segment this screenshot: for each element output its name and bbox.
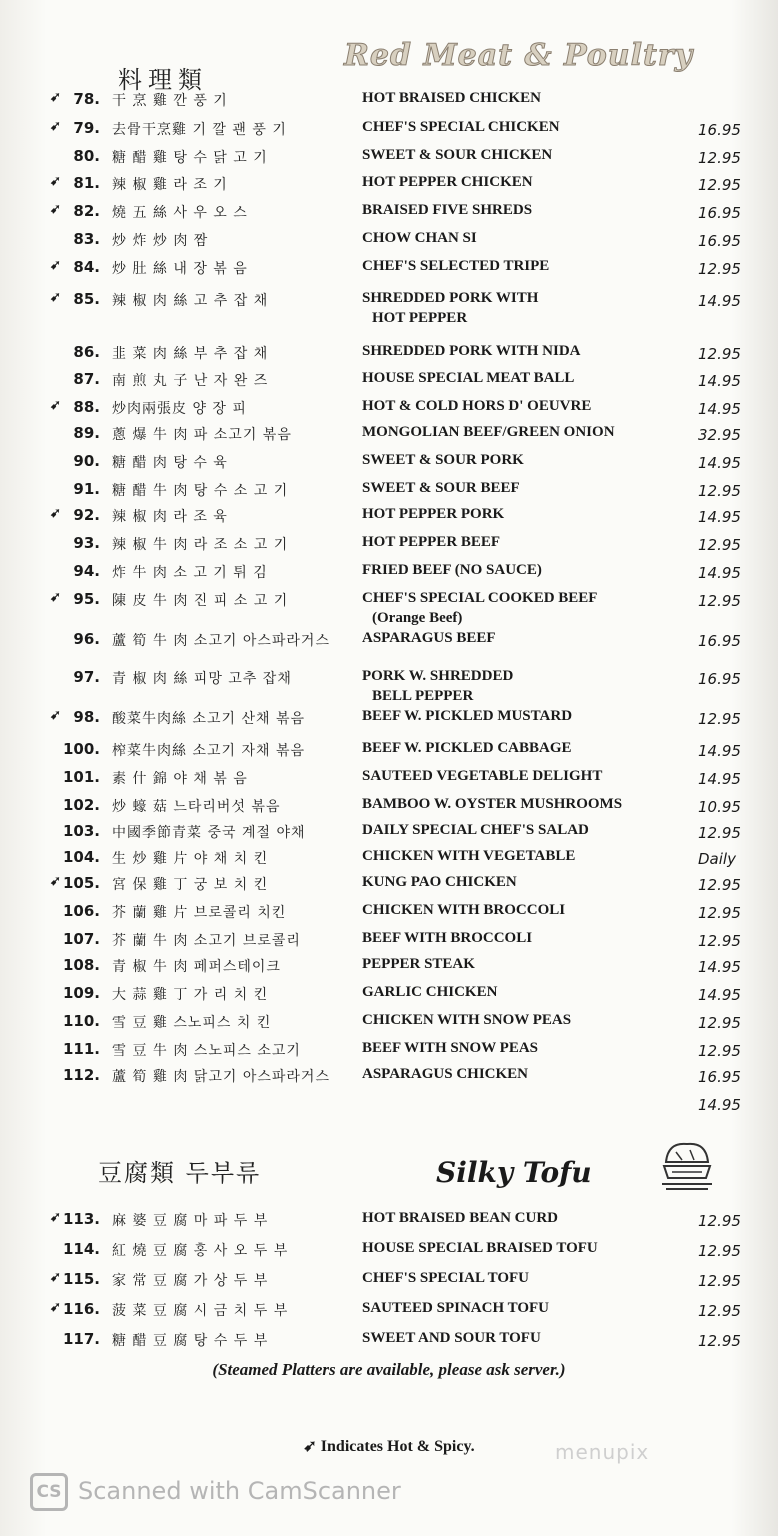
menu-item-row — [0, 172, 778, 198]
item-name-en: KUNG PAO CHICKEN — [362, 874, 517, 890]
menu-item-row — [0, 200, 778, 226]
item-price: Daily — [698, 850, 736, 868]
item-price: 12.95 — [698, 1042, 741, 1060]
item-price: 14.95 — [698, 400, 741, 418]
item-name-en: CHEF'S SPECIAL TOFU — [362, 1270, 529, 1286]
item-price: 14.95 — [698, 372, 741, 390]
item-price: 12.95 — [698, 1302, 741, 1320]
menu-item-row — [0, 982, 778, 1008]
item-number: 98. — [73, 708, 100, 726]
item-number: 116. — [62, 1300, 100, 1318]
item-name-en-line2: HOT PEPPER — [372, 310, 468, 326]
item-name-en: HOUSE SPECIAL BRAISED TOFU — [362, 1240, 598, 1256]
item-price: 14.95 — [698, 564, 741, 582]
item-number: 94. — [73, 562, 100, 580]
menu-item-row — [0, 1298, 778, 1324]
item-number: 86. — [73, 343, 100, 361]
watermark: menupix — [555, 1440, 650, 1464]
item-name-cjk: 芥 蘭 雞 片 브로콜리 치킨 — [112, 905, 287, 921]
menu-item-row — [0, 560, 778, 586]
item-name-cjk: 炸 牛 肉 소 고 기 튀 김 — [112, 565, 268, 581]
menu-item-row — [0, 846, 778, 872]
item-name-en: FRIED BEEF (NO SAUCE) — [362, 562, 542, 578]
item-name-cjk: 炒肉兩張皮 양 장 피 — [112, 401, 247, 417]
item-number: 84. — [73, 258, 100, 276]
item-price: 14.95 — [698, 742, 741, 760]
item-name-cjk: 辣 椒 牛 肉 라 조 소 고 기 — [112, 537, 289, 553]
item-number: 83. — [73, 230, 100, 248]
item-number: 88. — [73, 398, 100, 416]
hot-spicy-icon: ➹ — [50, 174, 61, 189]
item-price: 10.95 — [698, 798, 741, 816]
item-name-en: CHICKEN WITH BROCCOLI — [362, 902, 566, 918]
item-name-en-line2: (Orange Beef) — [372, 610, 463, 626]
item-number: 93. — [73, 534, 100, 552]
hot-spicy-icon: ➹ — [50, 1300, 61, 1315]
item-name-en: HOT & COLD HORS D' OEUVRE — [362, 398, 592, 414]
item-name-en: BEEF W. PICKLED CABBAGE — [362, 740, 572, 756]
item-name-en: BAMBOO W. OYSTER MUSHROOMS — [362, 796, 623, 812]
item-number: 91. — [73, 480, 100, 498]
item-name-cjk: 青 椒 肉 絲 피망 고추 잡채 — [112, 671, 292, 687]
item-name-en: SHREDDED PORK WITH — [362, 290, 539, 306]
item-number: 89. — [73, 424, 100, 442]
item-name-en: ASPARAGUS BEEF — [362, 630, 496, 646]
item-number: 113. — [62, 1210, 100, 1228]
section1-title-cjk: 料理類 — [118, 66, 208, 94]
item-price: 12.95 — [698, 1212, 741, 1230]
item-name-cjk: 雪 豆 雞 스노피스 치 킨 — [112, 1015, 272, 1031]
item-name-en: HOT PEPPER PORK — [362, 506, 505, 522]
item-number: 102. — [62, 796, 100, 814]
item-name-cjk: 去骨干烹雞 기 깔 괜 풍 기 — [112, 122, 287, 138]
item-name-cjk: 大 蒜 雞 丁 가 리 치 킨 — [112, 987, 269, 1003]
menu-item-row — [0, 1208, 778, 1234]
item-name-cjk: 干 烹 雞 깐 풍 기 — [112, 93, 228, 109]
item-price: 12.95 — [698, 1242, 741, 1260]
item-number: 105. — [62, 874, 100, 892]
item-name-cjk: 燒 五 絲 사 우 오 스 — [112, 205, 248, 221]
item-name-en: HOT PEPPER BEEF — [362, 534, 501, 550]
item-name-en: PEPPER STEAK — [362, 956, 475, 972]
menu-item-row — [0, 1238, 778, 1264]
item-name-en: BEEF WITH SNOW PEAS — [362, 1040, 539, 1056]
item-number: 82. — [73, 202, 100, 220]
item-name-en: SHREDDED PORK WITH NIDA — [362, 343, 581, 359]
item-name-en: CHICKEN WITH VEGETABLE — [362, 848, 576, 864]
menu-item-row — [0, 1328, 778, 1354]
item-name-cjk: 素 什 錦 야 채 볶 음 — [112, 771, 248, 787]
item-number: 108. — [62, 956, 100, 974]
item-name-en: BEEF W. PICKLED MUSTARD — [362, 708, 573, 724]
menu-item-row — [0, 628, 778, 654]
item-number: 114. — [62, 1240, 100, 1258]
menu-item-row — [0, 256, 778, 282]
menu-item-row — [0, 450, 778, 476]
item-number: 117. — [62, 1330, 100, 1348]
item-name-cjk: 陳 皮 牛 肉 진 피 소 고 기 — [112, 593, 289, 609]
item-name-en: BEEF WITH BROCCOLI — [362, 930, 533, 946]
menu-item-row — [0, 288, 778, 326]
menu-item-row — [0, 422, 778, 448]
item-price: 14.95 — [698, 292, 741, 310]
item-name-en: GARLIC CHICKEN — [362, 984, 498, 1000]
menu-item-row — [0, 368, 778, 394]
item-price: 32.95 — [698, 426, 741, 444]
item-number: 87. — [73, 370, 100, 388]
item-name-en: SWEET & SOUR CHICKEN — [362, 147, 553, 163]
hot-spicy-icon: ➹ — [303, 1438, 317, 1455]
hot-spicy-icon: ➹ — [50, 119, 61, 134]
item-price: 14.95 — [698, 508, 741, 526]
menu-item-row — [0, 766, 778, 792]
item-price: 12.95 — [698, 932, 741, 950]
item-name-en: SAUTEED SPINACH TOFU — [362, 1300, 549, 1316]
item-price: 14.95 — [698, 454, 741, 472]
item-number: 110. — [62, 1012, 100, 1030]
item-name-en: CHEF'S SPECIAL COOKED BEEF — [362, 590, 598, 606]
item-name-cjk: 雪 豆 牛 肉 스노피스 소고기 — [112, 1043, 301, 1059]
item-price: 12.95 — [698, 260, 741, 278]
item-number: 92. — [73, 506, 100, 524]
item-number: 109. — [62, 984, 100, 1002]
camscanner-text: Scanned with CamScanner — [78, 1477, 401, 1505]
section2-title-cjk: 豆腐類 두부류 — [98, 1159, 262, 1187]
item-name-en: MONGOLIAN BEEF/GREEN ONION — [362, 424, 615, 440]
item-price: 16.95 — [698, 670, 741, 688]
item-name-cjk: 炒 肚 絲 내 장 볶 음 — [112, 261, 248, 277]
item-name-cjk: 糖 醋 雞 탕 수 닭 고 기 — [112, 150, 268, 166]
hot-spicy-icon: ➹ — [50, 258, 61, 273]
steamed-note: (Steamed Platters are available, please ask server.) — [212, 1360, 566, 1379]
menu-item-row — [0, 900, 778, 926]
item-number: 79. — [73, 119, 100, 137]
item-number: 85. — [73, 290, 100, 308]
item-name-cjk: 糖 醋 肉 탕 수 육 — [112, 455, 228, 471]
menu-item-row — [0, 504, 778, 530]
item-price: 16.95 — [698, 121, 741, 139]
item-number: 81. — [73, 174, 100, 192]
item-name-en: CHOW CHAN SI — [362, 230, 477, 246]
item-price: 12.95 — [698, 536, 741, 554]
menu-item-row — [0, 738, 778, 764]
hot-spicy-icon: ➹ — [50, 708, 61, 723]
menu-item-row — [0, 117, 778, 143]
menu-item-row — [0, 532, 778, 558]
menu-item-row — [0, 1038, 778, 1064]
item-name-en: ASPARAGUS CHICKEN — [362, 1066, 528, 1082]
hot-spicy-icon: ➹ — [50, 506, 61, 521]
hot-spicy-icon: ➹ — [50, 202, 61, 217]
item-name-cjk: 麻 婆 豆 腐 마 파 두 부 — [112, 1213, 269, 1229]
item-number: 97. — [73, 668, 100, 686]
menu-item-row — [0, 228, 778, 254]
item-price: 12.95 — [698, 710, 741, 728]
hot-spicy-icon: ➹ — [50, 290, 61, 305]
item-name-cjk: 紅 燒 豆 腐 홍 사 오 두 부 — [112, 1243, 289, 1259]
item-price: 16.95 — [698, 232, 741, 250]
item-number: 107. — [62, 930, 100, 948]
menu-item-row — [0, 1092, 778, 1118]
item-name-cjk: 青 椒 牛 肉 페퍼스테이크 — [112, 959, 281, 975]
item-number: 95. — [73, 590, 100, 608]
item-name-en: CHEF'S SELECTED TRIPE — [362, 258, 550, 274]
item-name-cjk: 糖 醋 牛 肉 탕 수 소 고 기 — [112, 483, 289, 499]
camscanner-logo-icon: CS — [30, 1473, 68, 1511]
menu-item-row — [0, 1268, 778, 1294]
item-name-en: HOUSE SPECIAL MEAT BALL — [362, 370, 575, 386]
hot-spicy-icon: ➹ — [50, 398, 61, 413]
item-name-cjk: 宮 保 雞 丁 궁 보 치 킨 — [112, 877, 269, 893]
menu-item-row — [0, 88, 778, 114]
item-price: 12.95 — [698, 824, 741, 842]
item-number: 103. — [62, 822, 100, 840]
item-number: 106. — [62, 902, 100, 920]
item-name-cjk: 辣 椒 肉 絲 고 추 잡 채 — [112, 293, 269, 309]
item-name-en: CHICKEN WITH SNOW PEAS — [362, 1012, 572, 1028]
item-name-cjk: 家 常 豆 腐 가 상 두 부 — [112, 1273, 269, 1289]
menu-item-row — [0, 1010, 778, 1036]
hot-spicy-icon: ➹ — [50, 1210, 61, 1225]
item-name-cjk: 韭 菜 肉 絲 부 추 잡 채 — [112, 346, 269, 362]
item-name-cjk: 中國季節青菜 중국 계절 야채 — [112, 825, 306, 841]
menu-item-row — [0, 872, 778, 898]
item-name-en: HOT BRAISED BEAN CURD — [362, 1210, 559, 1226]
item-price: 16.95 — [698, 1068, 741, 1086]
menu-item-row — [0, 341, 778, 367]
item-price: 12.95 — [698, 345, 741, 363]
item-name-cjk: 辣 椒 肉 라 조 육 — [112, 509, 228, 525]
item-name-cjk: 蘆 筍 雞 肉 닭고기 아스파라거스 — [112, 1069, 330, 1085]
menu-item-row — [0, 478, 778, 504]
hot-spicy-icon: ➹ — [50, 874, 61, 889]
item-price: 12.95 — [698, 149, 741, 167]
menu-item-row — [0, 1064, 778, 1090]
menu-item-row — [0, 928, 778, 954]
item-name-en: BRAISED FIVE SHREDS — [362, 202, 533, 218]
item-price: 12.95 — [698, 1332, 741, 1350]
item-name-cjk: 菠 菜 豆 腐 시 금 치 두 부 — [112, 1303, 289, 1319]
menu-item-row — [0, 666, 778, 704]
item-number: 112. — [62, 1066, 100, 1084]
legend — [0, 1436, 778, 1456]
menu-item-row — [0, 820, 778, 846]
hot-spicy-icon: ➹ — [50, 1270, 61, 1285]
item-number: 80. — [73, 147, 100, 165]
item-price: 12.95 — [698, 176, 741, 194]
item-number: 111. — [62, 1040, 100, 1058]
item-name-cjk: 辣 椒 雞 라 조 기 — [112, 177, 228, 193]
item-number: 96. — [73, 630, 100, 648]
item-number: 100. — [62, 740, 100, 758]
item-number: 90. — [73, 452, 100, 470]
item-name-cjk: 酸菜牛肉絲 소고기 산채 볶음 — [112, 711, 306, 727]
menu-item-row — [0, 396, 778, 422]
item-name-cjk: 南 煎 丸 子 난 자 완 즈 — [112, 373, 269, 389]
legend-text: Indicates Hot & Spicy. — [320, 1438, 475, 1455]
section1-title-en: Red Meat & Poultry — [344, 38, 694, 73]
item-name-cjk: 榨菜牛肉絲 소고기 자채 볶음 — [112, 743, 306, 759]
item-name-en: SAUTEED VEGETABLE DELIGHT — [362, 768, 603, 784]
item-name-en: CHEF'S SPECIAL CHICKEN — [362, 119, 560, 135]
item-price: 14.95 — [698, 770, 741, 788]
item-price: 12.95 — [698, 904, 741, 922]
item-name-cjk: 炒 蠔 菇 느타리버섯 볶음 — [112, 799, 281, 815]
item-name-cjk: 生 炒 雞 片 야 채 치 킨 — [112, 851, 269, 867]
item-price: 12.95 — [698, 482, 741, 500]
item-price: 12.95 — [698, 592, 741, 610]
item-price: 16.95 — [698, 204, 741, 222]
hot-spicy-icon: ➹ — [50, 590, 61, 605]
item-price: 12.95 — [698, 1014, 741, 1032]
camscanner-footer — [30, 1473, 401, 1511]
menu-item-row — [0, 145, 778, 171]
item-number: 115. — [62, 1270, 100, 1288]
item-price: 16.95 — [698, 632, 741, 650]
item-number: 78. — [73, 90, 100, 108]
menu-item-row — [0, 706, 778, 732]
item-price: 14.95 — [698, 986, 741, 1004]
section2-title-en: Silky Tofu — [436, 1156, 592, 1189]
item-price: 12.95 — [698, 1272, 741, 1290]
menu-item-row — [0, 588, 778, 626]
item-number: 104. — [62, 848, 100, 866]
item-name-en: HOT BRAISED CHICKEN — [362, 90, 541, 106]
item-name-en: SWEET & SOUR PORK — [362, 452, 524, 468]
item-name-en: HOT PEPPER CHICKEN — [362, 174, 533, 190]
item-name-en: DAILY SPECIAL CHEF'S SALAD — [362, 822, 589, 838]
item-name-cjk: 炒 炸 炒 肉 짬 — [112, 233, 209, 249]
item-name-en: SWEET & SOUR BEEF — [362, 480, 520, 496]
menu-item-row — [0, 954, 778, 980]
item-name-en: PORK W. SHREDDED — [362, 668, 514, 684]
hot-spicy-icon: ➹ — [50, 90, 61, 105]
item-name-cjk: 糖 醋 豆 腐 탕 수 두 부 — [112, 1333, 269, 1349]
item-price: 12.95 — [698, 876, 741, 894]
chef-illustration-icon — [656, 1132, 718, 1194]
item-price: 14.95 — [698, 958, 741, 976]
item-name-cjk: 蘆 筍 牛 肉 소고기 아스파라거스 — [112, 633, 330, 649]
menu-item-row — [0, 794, 778, 820]
item-name-en-line2: BELL PEPPER — [372, 688, 474, 704]
item-number: 101. — [62, 768, 100, 786]
item-price: 14.95 — [698, 1096, 741, 1114]
item-name-en: SWEET AND SOUR TOFU — [362, 1330, 541, 1346]
item-name-cjk: 芥 蘭 牛 肉 소고기 브로콜리 — [112, 933, 301, 949]
item-name-cjk: 蔥 爆 牛 肉 파 소고기 볶음 — [112, 427, 292, 443]
